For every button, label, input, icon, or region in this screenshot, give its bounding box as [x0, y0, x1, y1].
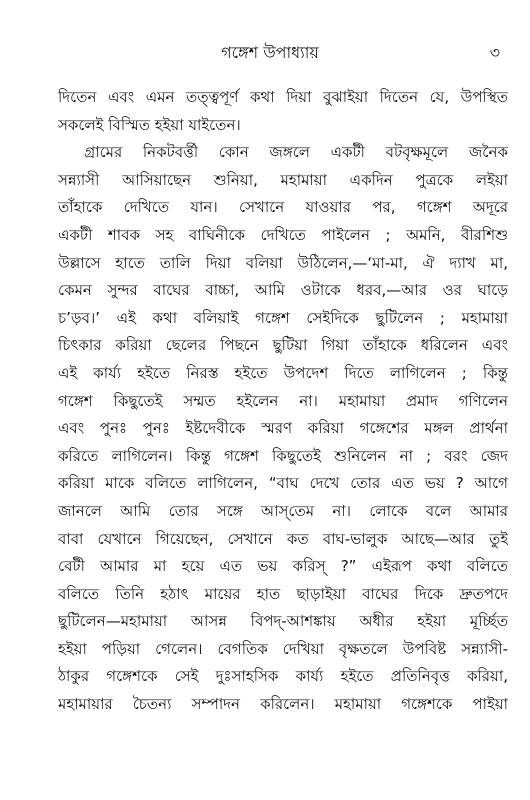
- text-line: একটী শাবক সহ বাঘিনীকে দেখিতে পাইলেন ; অমনি, বীরশিশু: [58, 225, 508, 244]
- text-line: বাবা যেখানে গিয়েছেন, সেখানে কত বাঘ-ভালুক আছে—আর তুই: [58, 529, 508, 548]
- text-line: হইয়া পড়িয়া গেলেন। বেগতিক দেখিয়া বৃক্ষতলে উপবিষ্ট সন্ন্যাসী-: [58, 639, 508, 658]
- text-line: উল্লাসে হাতে তালি দিয়া বলিয়া উঠিলেন,—‘মা-মা, ঐ দ্যাখ মা,: [58, 253, 508, 272]
- text-line: বেটী আমার মা হয়ে এত ভয় করিস্‌ ?” এইরূপ কথা বলিতে: [58, 557, 508, 576]
- text-line: সকলেই বিস্মিত হইয়া যাইতেন।: [58, 115, 241, 134]
- text-line: ঠাকুর গঙ্গেশকে সেই দুঃসাহসিক কার্য্য হইতে প্রতিনিবৃত্ত করিয়া,: [58, 667, 508, 686]
- text-line: দিতেন এবং এমন তত্ত্বপূর্ণ কথা দিয়া বুঝাইয়া দিতেন যে, উপস্থিত: [58, 88, 508, 106]
- text-line: এই কার্য্য হইতে নিরস্ত হইতে উপদেশ দিতে লাগিলেন ; কিন্তু: [58, 363, 508, 382]
- page-number: ৩: [489, 43, 500, 62]
- text-line: গ্রামের নিকটবর্ত্তী কোন জঙ্গলে একটী বটবৃক্ষমূলে জনৈক: [84, 143, 508, 162]
- text-line: চিৎকার করিয়া ছেলের পিছনে ছুটিয়া গিয়া তাঁহাকে ধরিলেন এবং: [58, 336, 508, 355]
- text-line: বলিতে তিনি হঠাৎ মায়ের হাত ছাড়াইয়া বাঘের দিকে দ্রুতপদে: [58, 584, 508, 603]
- text-line: ছুটিলেন—মহামায়া আসন্ন বিপদ্-আশঙ্কায় অধীর হইয়া মূর্চ্ছিত: [58, 612, 508, 631]
- page-header: [40, 38, 500, 68]
- text-line: কেমন সুন্দর বাঘের বাচ্চা, আমি ওটাকে ধরব,—আর ওর ঘাড়ে: [58, 281, 508, 300]
- text-line: তাঁহাকে দেখিতে যান। সেখানে যাওয়ার পর, গঙ্গেশ অদূরে: [58, 198, 508, 217]
- text-line: সন্ন্যাসী আসিয়াছেন শুনিয়া, মহামায়া একদিন পুত্রকে লইয়া: [58, 170, 508, 189]
- text-line: গঙ্গেশ কিছুতেই সম্মত হইলেন না। মহামায়া প্রমাদ গণিলেন: [58, 391, 508, 410]
- body-text: [58, 84, 508, 719]
- text-line: এবং পুনঃ পুনঃ ইষ্টদেবীকে স্মরণ করিয়া গঙ্গেশের মঙ্গল প্রার্থনা: [58, 419, 508, 438]
- text-line: জানলে আমি তোর সঙ্গে আস্‌তেম না। লোকে বলে আমার: [58, 501, 508, 520]
- text-line: করিতে লাগিলেন। কিন্তু গঙ্গেশ কিছুতেই শুনিলেন না ; বরং জেদ: [58, 446, 508, 465]
- text-line: মহামায়ার চৈতন্য সম্পাদন করিলেন। মহামায়া গঙ্গেশকে পাইয়া: [58, 695, 508, 714]
- running-title: গঙ্গেশ উপাধ্যায়: [221, 43, 319, 62]
- text-line: চ’ড়ব।’ এই কথা বলিয়াই গঙ্গেশ সেইদিকে ছুটিলেন ; মহামায়া: [58, 308, 508, 327]
- text-line: করিয়া মাকে বলিতে লাগিলেন, “বাঘ দেখে তোর এত ভয় ? আগে: [58, 474, 508, 493]
